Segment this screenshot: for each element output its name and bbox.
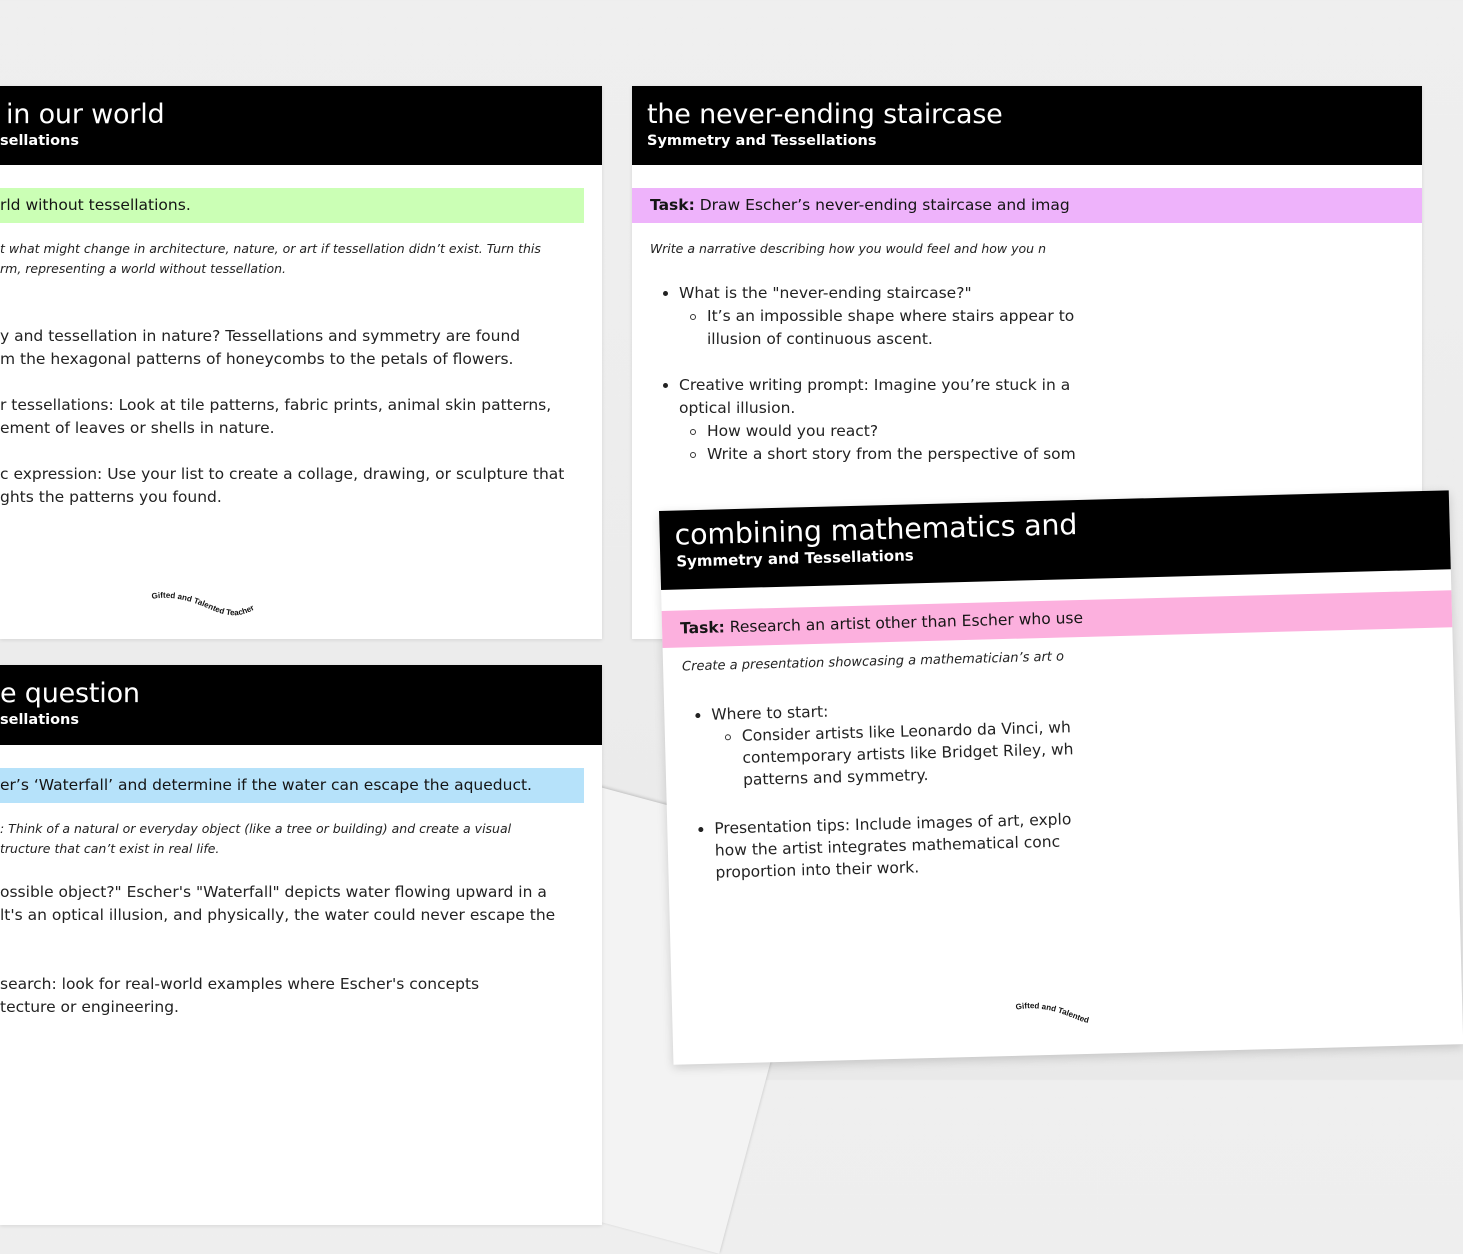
bullet-item (659, 374, 1076, 420)
svg-text:Gifted and Talented (1015, 1000, 1090, 1027)
worksheet-card-combining (659, 490, 1463, 1064)
paragraph-line: tecture or engineering. (0, 998, 179, 1016)
paragraph-line: c expression: Use your list to create a collage, drawing, or sculpture that (0, 465, 565, 483)
bullet-item (659, 282, 1076, 305)
bullet-list (691, 694, 1077, 884)
sub-bullet-line: Write a short story from the perspective of som (707, 445, 1076, 463)
card-subtitle: sellations (0, 133, 80, 149)
sub-bullet-item (659, 305, 1076, 351)
card-subtitle: Symmetry and Tessellations (647, 133, 877, 149)
task-bar (662, 590, 1453, 648)
bullet-icon (698, 827, 703, 832)
sub-bullet-item (659, 420, 1076, 443)
paragraph (0, 325, 520, 371)
sub-bullet-line: contemporary artists like Bridget Riley, wh (742, 740, 1074, 767)
task-label: Task: (679, 618, 726, 638)
sub-bullet-icon (690, 429, 696, 435)
paragraph-line: search: look for real-world examples where Escher's concepts (0, 975, 480, 993)
bullet-line: Presentation tips: Include images of art, explo (714, 810, 1072, 838)
paragraph-line: lt's an optical illusion, and physically, the water could never escape the (0, 906, 556, 924)
instruction-line: : Think of a natural or everyday object (like a tree or building) and create a visual (0, 821, 512, 836)
card-subtitle: Symmetry and Tessellations (676, 546, 914, 571)
instruction-line: tructure that can’t exist in real life. (0, 841, 220, 856)
sub-bullet-line: Consider artists like Leonardo da Vinci, wh (741, 718, 1072, 745)
task-bar (632, 188, 1422, 223)
bullet-icon (663, 291, 668, 296)
instructions (682, 647, 1064, 677)
paragraph (0, 463, 564, 509)
paragraph (0, 973, 479, 1019)
card-title: combining mathematics and (674, 508, 1078, 552)
bullet-line: Where to start: (711, 702, 829, 724)
bullet-list (659, 282, 1076, 466)
sub-bullet-line: patterns and symmetry. (742, 766, 929, 789)
instruction-line: rm, representing a world without tessellation. (0, 261, 287, 276)
task-label: Task: (650, 196, 695, 214)
paragraph-line: y and tessellation in nature? Tessellations and symmetry are found (0, 327, 521, 345)
brand-logo (150, 591, 275, 621)
worksheet-card-question (0, 665, 602, 1225)
brand-logo-text: Gifted and Talented Teacher (150, 590, 256, 618)
card-title: the never-ending staircase (647, 99, 1003, 130)
paragraph-line: ghts the patterns you found. (0, 488, 222, 506)
bullet-line: how the artist integrates mathematical conc (714, 832, 1061, 860)
instruction-line: Create a presentation showcasing a mathematician’s art o (681, 649, 1065, 675)
task-text: rld without tessellations. (0, 196, 191, 214)
paragraph-line: ossible object?" Escher's "Waterfall" depicts water flowing upward in a (0, 883, 547, 901)
sub-bullet-line: How would you react? (707, 422, 879, 440)
sub-bullet-item (659, 443, 1076, 466)
bullet-line: Creative writing prompt: Imagine you’re stuck in a (679, 376, 1071, 394)
sub-bullet-line: illusion of continuous ascent. (707, 330, 933, 348)
spacer (659, 351, 1076, 374)
bullet-icon (663, 383, 668, 388)
task-bar (0, 768, 584, 803)
instructions (0, 239, 541, 279)
instruction-line: t what might change in architecture, nature, or art if tessellation didn’t exist. Turn this (0, 241, 541, 256)
paragraph-line: r tessellations: Look at tile patterns, fabric prints, animal skin patterns, (0, 396, 552, 414)
card-header (0, 665, 602, 745)
card-title: e question (0, 678, 140, 709)
paragraph-line: m the hexagonal patterns of honeycombs to the petals of flowers. (0, 350, 514, 368)
task-text: Draw Escher’s never-ending staircase and imag (694, 196, 1070, 214)
sub-bullet-line: It’s an impossible shape where stairs appear to (707, 307, 1075, 325)
card-title: in our world (6, 99, 165, 130)
task-bar (0, 188, 584, 223)
card-subtitle: sellations (0, 712, 80, 728)
bullet-item (694, 808, 1077, 884)
card-header (632, 86, 1422, 165)
svg-text:Gifted and Talented Teacher (151, 591, 256, 618)
bullet-line: What is the "never-ending staircase?" (679, 284, 972, 302)
task-text: Research an artist other than Escher who use (724, 608, 1084, 637)
brand-logo-text: Gifted and Talented (1014, 1001, 1090, 1025)
paragraph-line: ement of leaves or shells in nature. (0, 419, 275, 437)
bullet-line: proportion into their work. (715, 858, 920, 882)
card-header (0, 86, 602, 165)
paragraph (0, 394, 551, 440)
brand-logo (1014, 999, 1140, 1032)
worksheet-card-world (0, 86, 602, 639)
sub-bullet-icon (690, 314, 696, 320)
instructions (650, 239, 1046, 259)
sub-bullet-icon (725, 734, 731, 740)
instruction-line: Write a narrative describing how you would feel and how you n (650, 241, 1046, 256)
sub-bullet-icon (690, 452, 696, 458)
bullet-icon (695, 713, 700, 718)
bullet-line: optical illusion. (679, 399, 796, 417)
instructions (0, 819, 511, 859)
paragraph (0, 881, 555, 927)
sub-bullet-item (692, 716, 1075, 792)
task-text: er’s ‘Waterfall’ and determine if the water can escape the aqueduct. (0, 776, 532, 794)
